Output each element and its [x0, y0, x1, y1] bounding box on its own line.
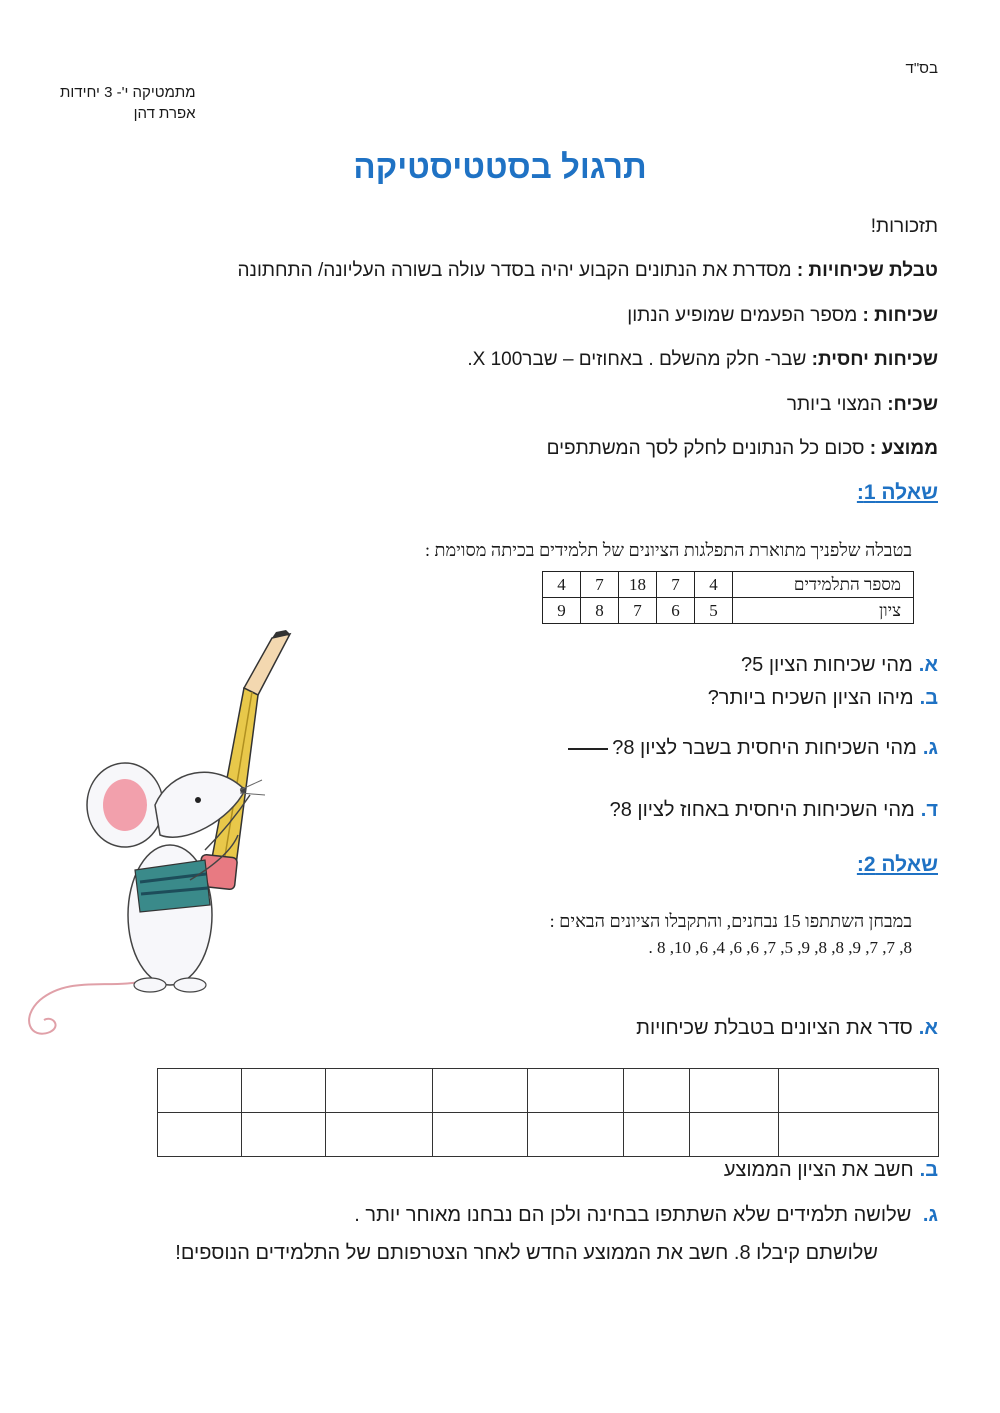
item-text: מיהו הציון השכיח ביותר?	[707, 687, 914, 709]
table-cell: 4	[543, 572, 581, 598]
item-text: מהי שכיחות הציון 5?	[741, 654, 913, 676]
table-row	[543, 572, 914, 598]
blank-cell[interactable]	[325, 1113, 433, 1157]
table-cell: 5	[695, 598, 733, 624]
item-text: שלושה תלמידים שלא השתתפו בבחינה ולכן הם נבחנו מאוחר יותר .	[354, 1204, 917, 1226]
question-1-item-a	[741, 654, 938, 677]
reminders-heading: תזכורות!	[870, 216, 938, 237]
item-letter: ג.	[922, 1204, 938, 1226]
teacher-name: אפרת דהן	[133, 105, 196, 122]
mouse-tail	[29, 980, 150, 1034]
blank-cell[interactable]	[242, 1069, 325, 1113]
blank-cell[interactable]	[325, 1069, 433, 1113]
reminder-term: שכיחות :	[862, 305, 938, 326]
question-1-item-b	[708, 687, 938, 710]
table-cell: 7	[581, 572, 619, 598]
table-cell: 18	[619, 572, 657, 598]
reminder-text: המצוי ביותר	[786, 394, 888, 415]
reminder-mean	[547, 438, 938, 460]
blank-cell[interactable]	[528, 1069, 623, 1113]
item-letter: א.	[918, 654, 938, 676]
item-letter: ב.	[919, 1159, 938, 1181]
question-2-heading: שאלה 2:	[856, 853, 938, 876]
reminder-text: שבר- חלק מהשלם . באחוזים – שברX 100.	[467, 349, 812, 370]
question-2-item-a	[636, 1017, 938, 1040]
blank-cell[interactable]	[623, 1069, 690, 1113]
blank-cell[interactable]	[433, 1113, 528, 1157]
answer-line	[568, 748, 608, 750]
reminder-frequency-table	[238, 260, 938, 282]
row-label-students: מספר התלמידים	[733, 572, 914, 598]
reminder-term: טבלת שכיחויות :	[796, 260, 938, 281]
question-1-intro: בטבלה שלפניך מתוארת התפלגות הציונים של תלמידים בכיתה מסוימת :	[425, 540, 912, 560]
question-2-item-b	[724, 1159, 938, 1182]
table-cell: 6	[657, 598, 695, 624]
question-2-continuation: שלושתם קיבלו 8. חשב את הממוצע החדש לאחר הצטרפותם של התלמידים הנוספים!	[175, 1242, 878, 1264]
grade-distribution-table	[542, 571, 914, 624]
blank-cell[interactable]	[242, 1113, 325, 1157]
mouse-icon	[87, 763, 265, 992]
item-text: סדר את הציונים בטבלת שכיחויות	[636, 1017, 913, 1039]
reminder-relative-frequency	[467, 349, 938, 371]
item-letter: ג.	[922, 737, 938, 759]
reminder-term: שכיחות יחסית:	[811, 349, 938, 370]
reminder-term: ממוצע :	[869, 438, 938, 459]
header-bsd: בס"ד	[905, 60, 938, 77]
mouse-with-pencil-illustration	[0, 630, 300, 1050]
course-name: מתמטיקה י'- 3 יחידות	[60, 84, 196, 101]
blank-cell[interactable]	[779, 1113, 939, 1157]
blank-cell[interactable]	[779, 1069, 939, 1113]
reminder-text: מספר הפעמים שמופיע הנתון	[627, 305, 863, 326]
item-text: מהי השכיחות היחסית באחוז לציון 8?	[609, 799, 915, 821]
table-row	[158, 1113, 939, 1157]
reminder-frequency	[627, 305, 938, 327]
reminder-term: שכיח:	[887, 394, 938, 415]
item-letter: ד.	[920, 799, 938, 821]
table-cell: 7	[657, 572, 695, 598]
reminder-text: סכום כל הנתונים לחלק לסך המשתתפים	[546, 438, 870, 459]
blank-cell[interactable]	[433, 1069, 528, 1113]
item-text: חשב את הציון הממוצע	[723, 1159, 914, 1181]
reminder-mode	[787, 394, 938, 416]
question-1-heading: שאלה 1:	[856, 481, 938, 504]
question-2-item-c	[354, 1204, 938, 1227]
question-2-intro: במבחן השתתפו 15 נבחנים, והתקבלו הציונים הבאים :	[549, 911, 912, 931]
blank-cell[interactable]	[528, 1113, 623, 1157]
row-label-grade: ציון	[733, 598, 914, 624]
table-cell: 9	[543, 598, 581, 624]
question-1-item-c	[568, 737, 938, 760]
question-1-item-d	[610, 799, 938, 822]
table-cell: 8	[581, 598, 619, 624]
table-row	[158, 1069, 939, 1113]
frequency-table-blank	[157, 1068, 939, 1157]
blank-cell[interactable]	[158, 1113, 242, 1157]
item-letter: א.	[918, 1017, 938, 1039]
blank-cell[interactable]	[623, 1113, 690, 1157]
item-letter: ב.	[919, 687, 938, 709]
page-title: תרגול בסטטיסטיקה	[353, 148, 647, 185]
table-cell: 4	[695, 572, 733, 598]
blank-cell[interactable]	[158, 1069, 242, 1113]
blank-cell[interactable]	[690, 1113, 779, 1157]
table-row	[543, 598, 914, 624]
item-text: מהי השכיחות היחסית בשבר לציון 8?	[612, 737, 917, 759]
question-2-grades: 8, 7, 7, 9, 8, 8, 9, 5, 7, 6, 6, 4, 6, 10, 8 .	[648, 938, 912, 957]
header-course-info	[60, 82, 196, 124]
reminder-text: מסדרת את הנתונים הקבוע יהיה בסדר עולה בשורה העליונה/ התחתונה	[237, 260, 797, 281]
table-cell: 7	[619, 598, 657, 624]
blank-cell[interactable]	[690, 1069, 779, 1113]
pencil-icon	[198, 630, 290, 890]
